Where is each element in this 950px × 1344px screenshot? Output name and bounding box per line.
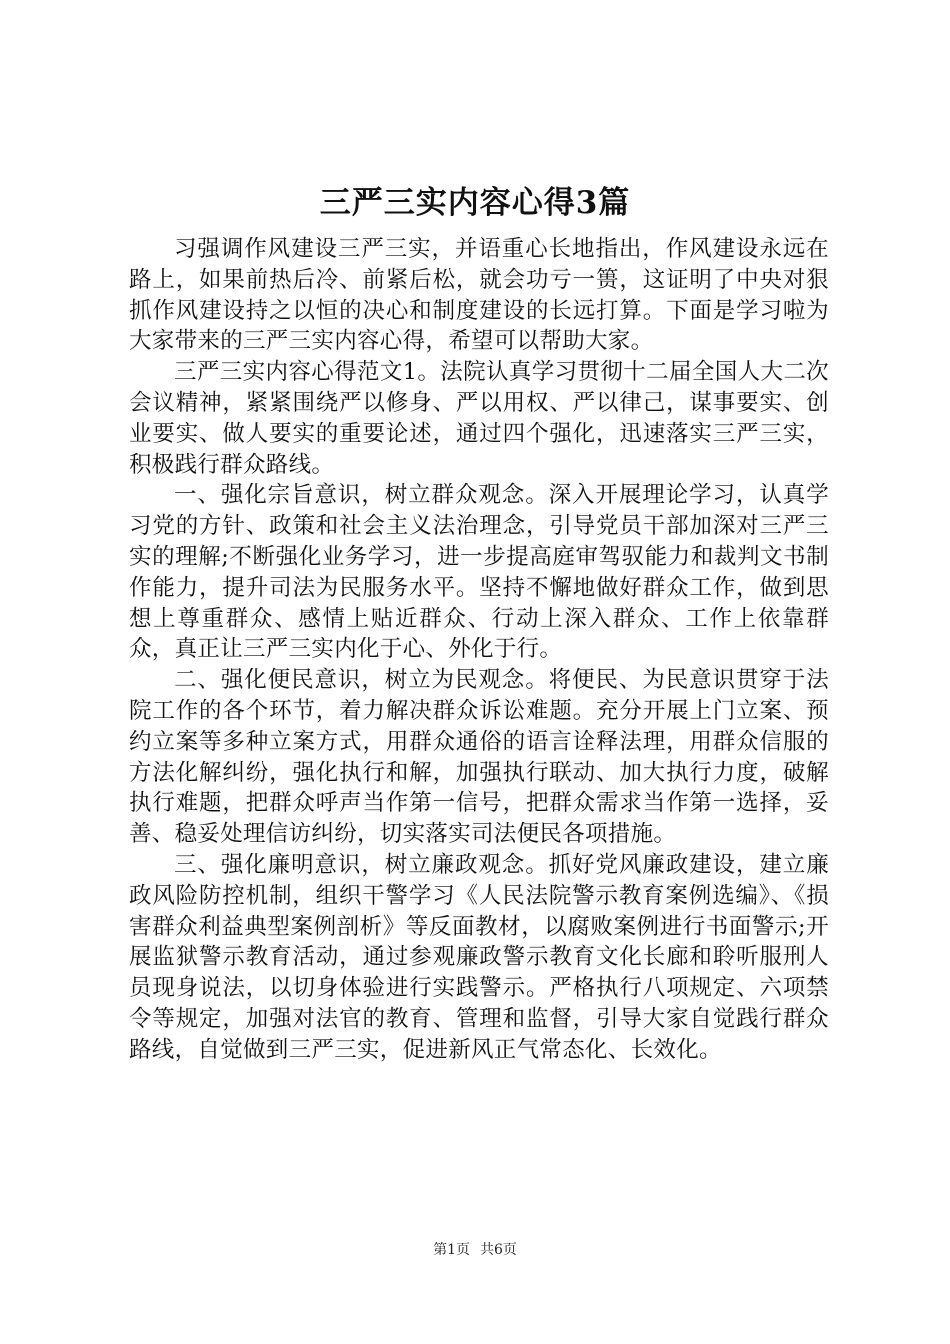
paragraph-point-3: 三、强化廉明意识，树立廉政观念。抓好党风廉政建设，建立廉政风险防控机制，组织干警学习《人民法院警示教育案例选编》、《损害群众利益典型案例剖析》等反面教材，以腐败案例进行书面警示;开展监狱警示教育活动，通过参观廉政警示教育文化长廊和聆听服刑人员现身说法，以切身体验进行实践警示。严格执行八项规定、六项禁令等规定，加强对法官的教育、管理和监督，引导大家自觉践行群众路线，自觉做到三严三实，促进新风正气常态化、长效化。 [129, 851, 829, 1063]
page-total: 共6页 [480, 1242, 517, 1258]
paragraph-point-1: 一、强化宗旨意识，树立群众观念。深入开展理论学习，认真学习党的方针、政策和社会主义法治理念，引导党员干部加深对三严三实的理解;不断强化业务学习，进一步提高庭审驾驭能力和裁判文书制作能力，提升司法为民服务水平。坚持不懈地做好群众工作，做到思想上尊重群众、感情上贴近群众、行动上深入群众、工作上依靠群众，真正让三严三实内化于心、外化于行。 [129, 482, 829, 663]
document-body [129, 234, 829, 1066]
paragraph-point-2: 二、强化便民意识，树立为民观念。将便民、为民意识贯穿于法院工作的各个环节，着力解决群众诉讼难题。充分开展上门立案、预约立案等多种立案方式，用群众通俗的语言诠释法理，用群众信服的方法化解纠纷，强化执行和解，加强执行联动、加大执行力度，破解执行难题，把群众呼声当作第一信号，把群众需求当作第一选择，妥善、稳妥处理信访纠纷，切实落实司法便民各项措施。 [129, 667, 829, 848]
paragraph-sample-1: 三严三实内容心得范文1。法院认真学习贯彻十二届全国人大二次会议精神，紧紧围绕严以修身、严以用权、严以律己，谋事要实、创业要实、做人要实的重要论述，通过四个强化，迅速落实三严三实，积极践行群众路线。 [129, 359, 829, 478]
document-title: 三严三实内容心得3篇 [319, 185, 631, 221]
paragraph-intro: 习强调作风建设三严三实，并语重心长地指出，作风建设永远在路上，如果前热后冷、前紧后松，就会功亏一篑，这证明了中央对狠抓作风建设持之以恒的决心和制度建设的长远打算。下面是学习啦为大家带来的三严三实内容心得，希望可以帮助大家。 [129, 236, 829, 355]
page-footer [0, 1240, 950, 1260]
page-number: 第1页 [433, 1242, 470, 1258]
